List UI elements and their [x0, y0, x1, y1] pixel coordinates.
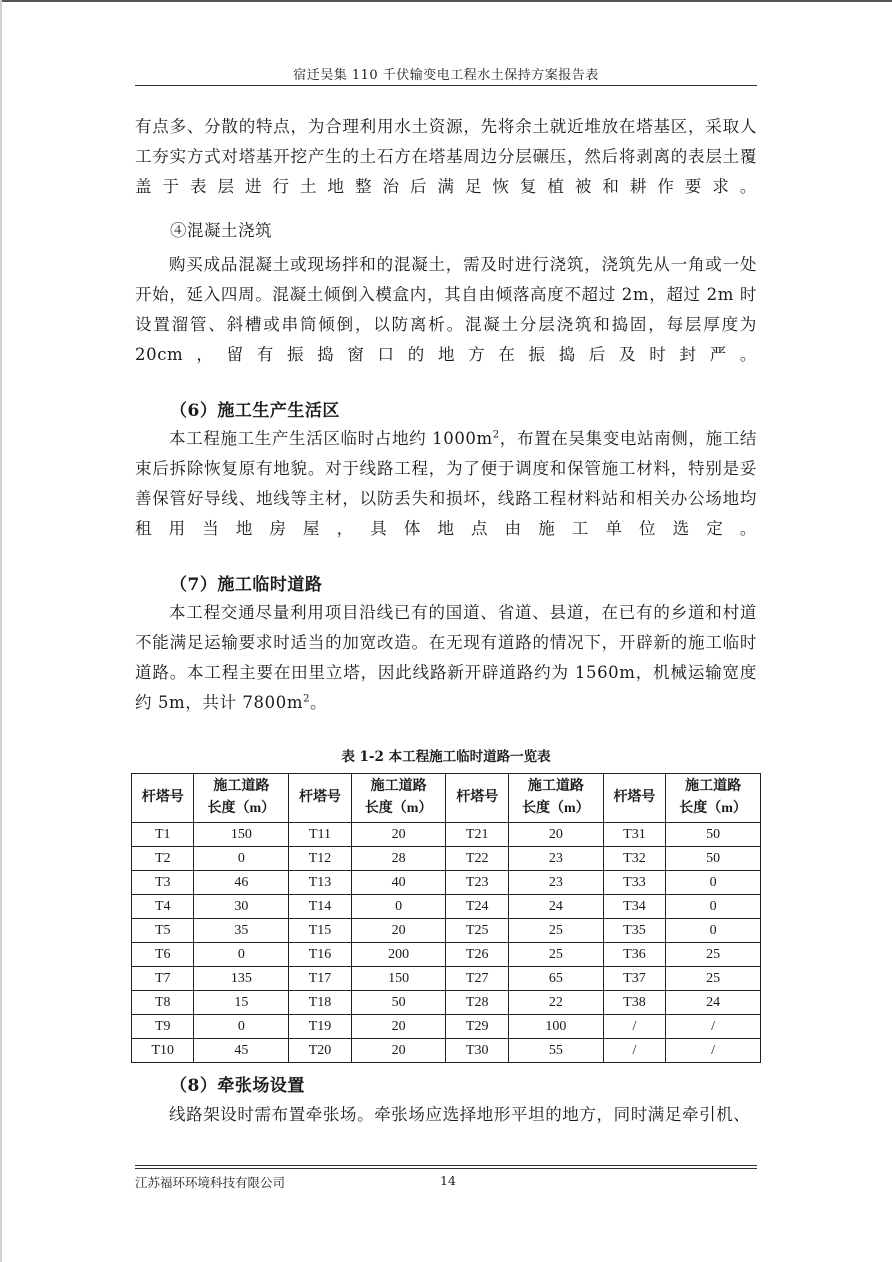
tower-cell: T27 [446, 967, 508, 991]
header-tower: 杆塔号 [289, 774, 351, 823]
length-cell: 35 [194, 919, 289, 943]
tower-cell: T35 [603, 919, 665, 943]
paragraph-living-area: 本工程施工生产生活区临时占地约 $1000m^2$，布置在吴集变电站南侧，施工结束后拆除恢复原有地貌。对于线路工程，为了便于调度和保管施工材料，特别是妥善保管好导线、地线等主材，以防丢失和损坏，线路工程材料站和相关办公场地均租用当地房屋，具体地点由施工单位选定。 [135, 429, 757, 538]
tower-cell: T1 [132, 823, 194, 847]
length-cell: 23 [508, 871, 603, 895]
tower-cell: T10 [132, 1039, 194, 1063]
header-road-length: 施工道路 长度（m） [351, 774, 446, 823]
tower-cell: T8 [132, 991, 194, 1015]
table-row [132, 847, 761, 871]
length-cell: 0 [194, 847, 289, 871]
running-header: 宿迁吴集 110 千伏输变电工程水土保持方案报告表 [293, 68, 599, 83]
length-cell: 0 [194, 1015, 289, 1039]
header-tower: 杆塔号 [446, 774, 508, 823]
footer-rule [135, 1168, 757, 1169]
length-cell: 0 [194, 943, 289, 967]
tower-cell: T31 [603, 823, 665, 847]
tower-cell: T11 [289, 823, 351, 847]
length-cell: 0 [666, 871, 761, 895]
table-row [132, 991, 761, 1015]
tower-cell: T16 [289, 943, 351, 967]
subheading-concrete: ④混凝土浇筑 [170, 221, 272, 240]
heading-construction-living-area: （6）施工生产生活区 [170, 401, 340, 421]
tower-cell: T14 [289, 895, 351, 919]
length-cell: 150 [351, 967, 446, 991]
tower-cell: T30 [446, 1039, 508, 1063]
tower-cell: T34 [603, 895, 665, 919]
length-cell: 40 [351, 871, 446, 895]
tower-cell: T36 [603, 943, 665, 967]
header-road-length: 施工道路 长度（m） [508, 774, 603, 823]
length-cell: 50 [666, 823, 761, 847]
table-row [132, 1039, 761, 1063]
table-row [132, 943, 761, 967]
length-cell: 20 [351, 823, 446, 847]
length-cell: 0 [666, 895, 761, 919]
tower-cell: T33 [603, 871, 665, 895]
length-cell: 28 [351, 847, 446, 871]
tower-cell: T37 [603, 967, 665, 991]
header-road-length: 施工道路 长度（m） [666, 774, 761, 823]
tower-cell: T17 [289, 967, 351, 991]
tower-cell: T7 [132, 967, 194, 991]
tower-cell: T19 [289, 1015, 351, 1039]
table-row [132, 1015, 761, 1039]
footer-rule [135, 1165, 757, 1166]
tower-cell: T6 [132, 943, 194, 967]
tower-cell: T15 [289, 919, 351, 943]
length-cell: 22 [508, 991, 603, 1015]
tower-cell: T25 [446, 919, 508, 943]
length-cell: 55 [508, 1039, 603, 1063]
length-cell: 24 [508, 895, 603, 919]
tower-cell: T24 [446, 895, 508, 919]
tower-cell: / [603, 1039, 665, 1063]
table-header-row [132, 774, 761, 823]
tower-cell: T20 [289, 1039, 351, 1063]
tower-cell: T13 [289, 871, 351, 895]
length-cell: 30 [194, 895, 289, 919]
length-cell: 23 [508, 847, 603, 871]
tower-cell: T2 [132, 847, 194, 871]
length-cell: 200 [351, 943, 446, 967]
length-cell: / [666, 1039, 761, 1063]
heading-tension-site: （8）牵张场设置 [170, 1076, 305, 1096]
table-row [132, 895, 761, 919]
tower-cell: T26 [446, 943, 508, 967]
tower-cell: T28 [446, 991, 508, 1015]
table-row [132, 871, 761, 895]
length-cell: 15 [194, 991, 289, 1015]
length-cell: 20 [508, 823, 603, 847]
length-cell: 50 [351, 991, 446, 1015]
length-cell: 25 [666, 967, 761, 991]
tower-cell: T22 [446, 847, 508, 871]
tower-cell: / [603, 1015, 665, 1039]
length-cell: 20 [351, 919, 446, 943]
tower-cell: T4 [132, 895, 194, 919]
length-cell: 45 [194, 1039, 289, 1063]
length-cell: 46 [194, 871, 289, 895]
length-cell: 100 [508, 1015, 603, 1039]
header-tower: 杆塔号 [603, 774, 665, 823]
paragraph-tension-site: 线路架设时需布置牵张场。牵张场应选择地形平坦的地方，同时满足牵引机、 [169, 1105, 751, 1124]
table-row [132, 823, 761, 847]
heading-temporary-road: （7）施工临时道路 [170, 575, 323, 595]
length-cell: 24 [666, 991, 761, 1015]
length-cell: 0 [666, 919, 761, 943]
tower-cell: T18 [289, 991, 351, 1015]
tower-cell: T38 [603, 991, 665, 1015]
footer-company: 江苏福环环境科技有限公司 [135, 1175, 286, 1190]
length-cell: 20 [351, 1039, 446, 1063]
paragraph-concrete: 购买成品混凝土或现场拌和的混凝土，需及时进行浇筑，浇筑先从一角或一处开始，延入四周。混凝土倾倒入模盒内，其自由倾落高度不超过 2m，超过 2m 时设置溜管、斜槽或串筒倾倒，以防离析。混凝土分层浇筑和捣固，每层厚度为 20cm，留有振捣窗口的地方在振捣后及时封严。 [135, 255, 757, 364]
paragraph-earthwork: 有点多、分散的特点，为合理利用水土资源，先将余土就近堆放在塔基区，采取人工夯实方式对塔基开挖产生的土石方在塔基周边分层碾压，然后将剥离的表层土覆盖于表层进行土地整治后满足恢复植被和耕作要求。 [135, 117, 757, 196]
length-cell: 150 [194, 823, 289, 847]
tower-cell: T29 [446, 1015, 508, 1039]
length-cell: 25 [508, 919, 603, 943]
length-cell: / [666, 1015, 761, 1039]
tower-cell: T21 [446, 823, 508, 847]
page-number: 14 [440, 1173, 456, 1188]
length-cell: 50 [666, 847, 761, 871]
header-road-length: 施工道路 长度（m） [194, 774, 289, 823]
length-cell: 65 [508, 967, 603, 991]
table-caption: 表 1-2 本工程施工临时道路一览表 [341, 749, 551, 765]
tower-cell: T12 [289, 847, 351, 871]
table-row [132, 967, 761, 991]
header-rule [135, 85, 757, 86]
page-border-left [0, 0, 2, 1262]
tower-cell: T9 [132, 1015, 194, 1039]
length-cell: 25 [508, 943, 603, 967]
length-cell: 135 [194, 967, 289, 991]
temporary-road-table [131, 773, 761, 1063]
length-cell: 20 [351, 1015, 446, 1039]
length-cell: 25 [666, 943, 761, 967]
tower-cell: T32 [603, 847, 665, 871]
paragraph-temporary-road: 本工程交通尽量利用项目沿线已有的国道、省道、县道，在已有的乡道和村道不能满足运输要求时适当的加宽改造。在无现有道路的情况下，开辟新的施工临时道路。本工程主要在田里立塔，因此线路新开辟道路约为 1560m，机械运输宽度约 5m，共计 $7800m^2$。 [135, 603, 757, 712]
length-cell: 0 [351, 895, 446, 919]
tower-cell: T3 [132, 871, 194, 895]
tower-cell: T5 [132, 919, 194, 943]
page-border [0, 0, 892, 2]
table-row [132, 919, 761, 943]
header-tower: 杆塔号 [132, 774, 194, 823]
tower-cell: T23 [446, 871, 508, 895]
